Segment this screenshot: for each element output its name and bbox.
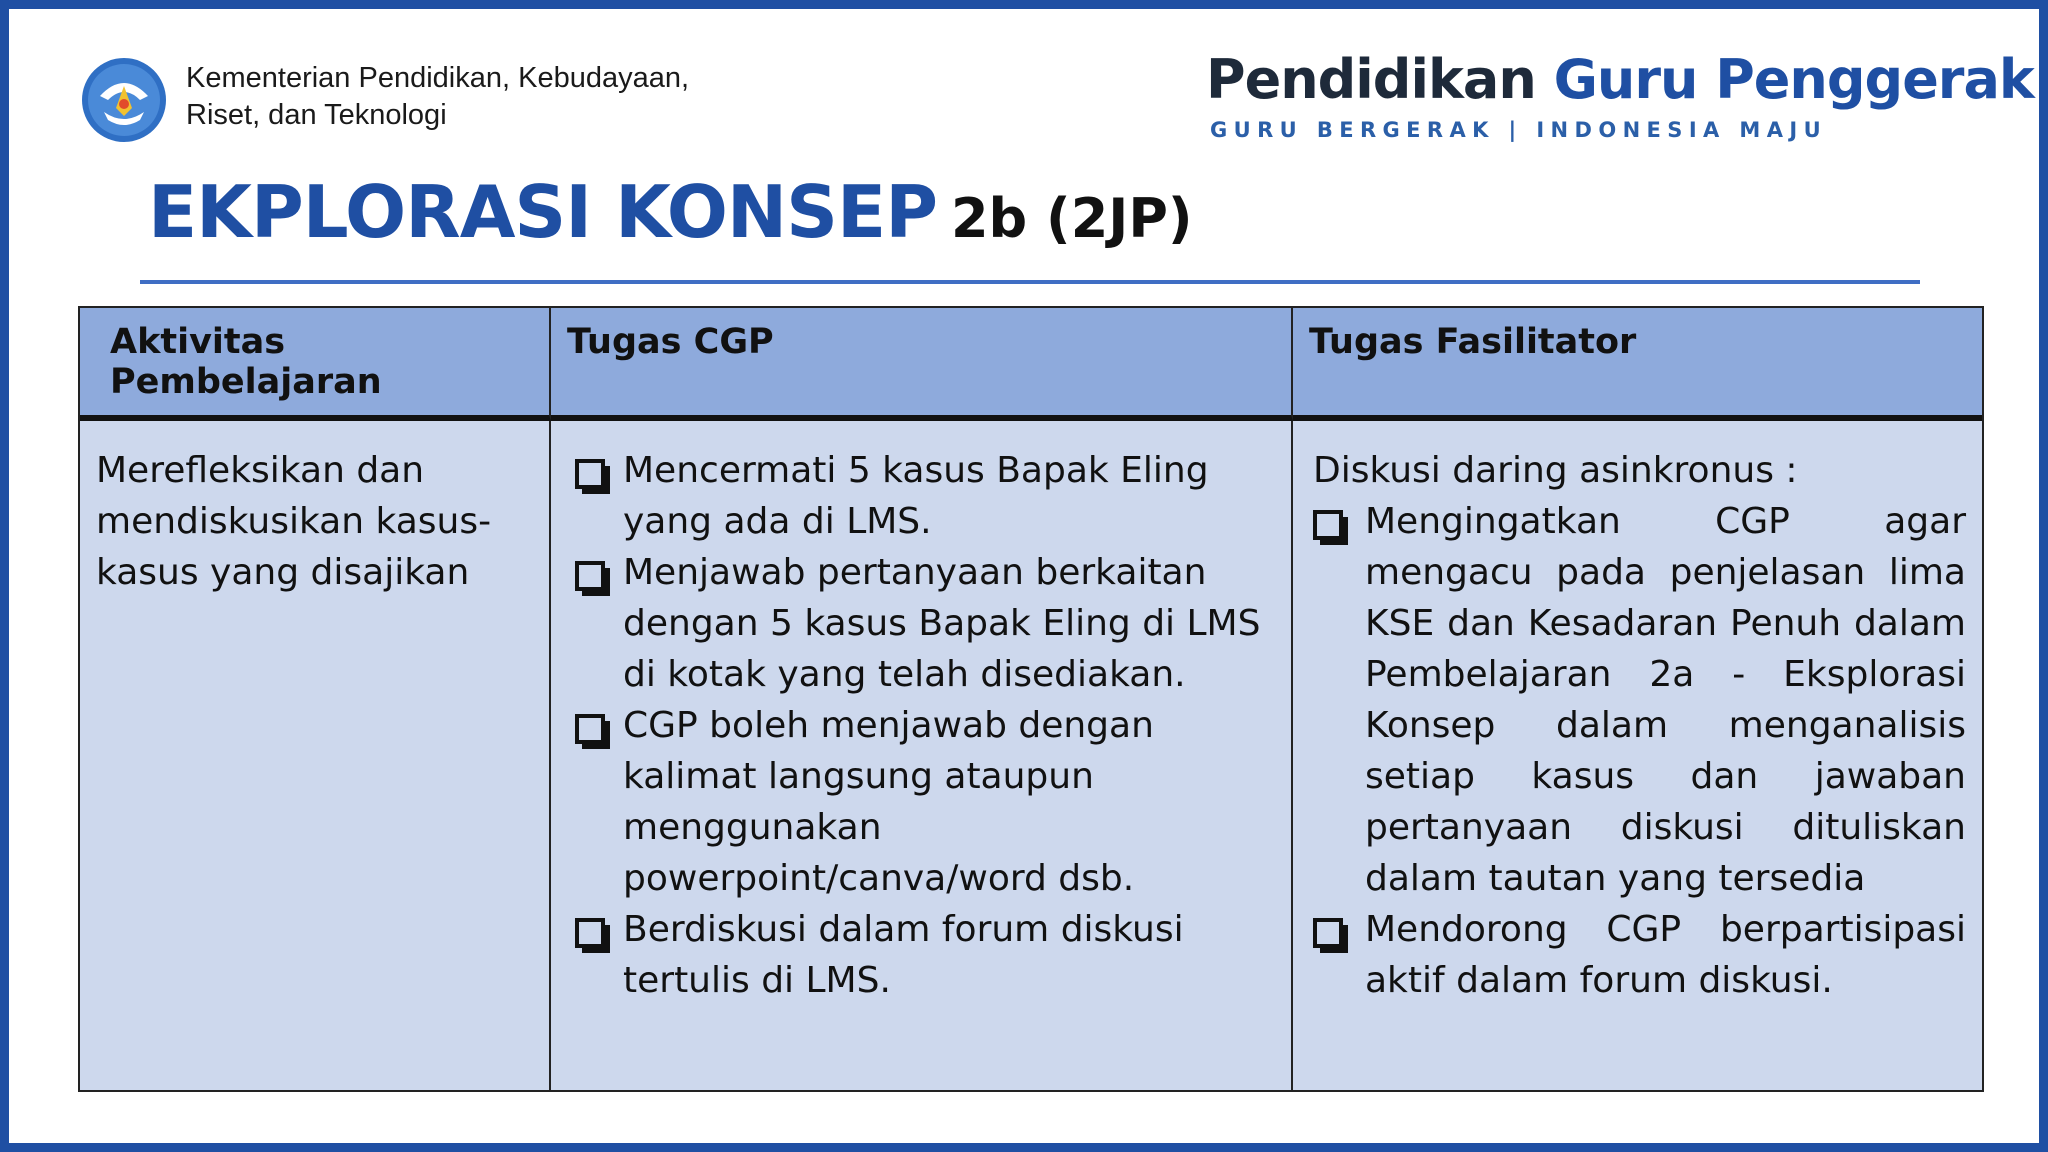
cgp-task-text: Berdiskusi dalam forum diskusi tertulis di LMS. [623, 909, 1184, 1001]
activity-text: Merefleksikan dan mendiskusikan kasus-kasus yang disajikan [96, 450, 492, 593]
activity-table [78, 306, 1984, 1092]
cgp-task-item [567, 547, 1275, 700]
tut-wuri-handayani-logo [80, 56, 168, 144]
checkbox-bullet-icon [575, 918, 605, 948]
slide-title [148, 170, 1193, 254]
checkbox-bullet-icon [575, 714, 605, 744]
ministry-name [186, 60, 689, 134]
program-brand [1206, 48, 2034, 142]
cgp-task-text: Mencermati 5 kasus Bapak Eling yang ada di LMS. [623, 450, 1209, 542]
cgp-task-item [567, 904, 1275, 1006]
slide-title-sub: 2b (2JP) [950, 187, 1193, 250]
brand-title-part-1: Pendidikan [1206, 48, 1536, 111]
title-divider [140, 280, 1920, 284]
cgp-task-item [567, 700, 1275, 904]
header-aktivitas: Aktivitas Pembelajaran [80, 308, 551, 421]
ministry-line-2: Riset, dan Teknologi [186, 99, 447, 131]
slide-title-main: EKPLORASI KONSEP [148, 170, 937, 254]
cgp-task-item [567, 445, 1275, 547]
facilitator-intro: Diskusi daring asinkronus : [1313, 450, 1798, 491]
facilitator-task-item [1309, 496, 1966, 904]
facilitator-task-list [1309, 496, 1966, 1006]
brand-title-part-2: Guru Penggerak [1553, 48, 2034, 111]
cgp-task-list [567, 445, 1275, 1006]
header-tugas-fasilitator: Tugas Fasilitator [1293, 308, 1982, 421]
checkbox-bullet-icon [575, 561, 605, 591]
facilitator-task-item [1309, 904, 1966, 1006]
brand-tagline: GURU BERGERAK | INDONESIA MAJU [1210, 118, 1828, 142]
facilitator-task-text: Mendorong CGP berpartisipasi aktif dalam forum diskusi. [1365, 909, 1966, 1001]
checkbox-bullet-icon [1313, 918, 1343, 948]
facilitator-tasks-cell [1293, 421, 1982, 1090]
cgp-task-text: CGP boleh menjawab dengan kalimat langsung ataupun menggunakan powerpoint/canva/word dsb. [623, 705, 1154, 899]
ministry-line-1: Kementerian Pendidikan, Kebudayaan, [186, 62, 690, 94]
facilitator-task-text: Mengingatkan CGP agar mengacu pada penjelasan lima KSE dan Kesadaran Penuh dalam Pembelajaran 2a - Eksplorasi Konsep dalam menganalisis setiap kasus dan jawaban pertanyaan diskusi dituliskan dalam tautan yang tersedia [1365, 501, 1966, 899]
checkbox-bullet-icon [1313, 510, 1343, 540]
brand-title [1206, 48, 2034, 112]
checkbox-bullet-icon [575, 459, 605, 489]
header-tugas-cgp: Tugas CGP [551, 308, 1293, 421]
activity-cell [80, 421, 551, 1090]
cgp-task-text: Menjawab pertanyaan berkaitan dengan 5 kasus Bapak Eling di LMS di kotak yang telah disediakan. [623, 552, 1261, 695]
cgp-tasks-cell [551, 421, 1293, 1090]
